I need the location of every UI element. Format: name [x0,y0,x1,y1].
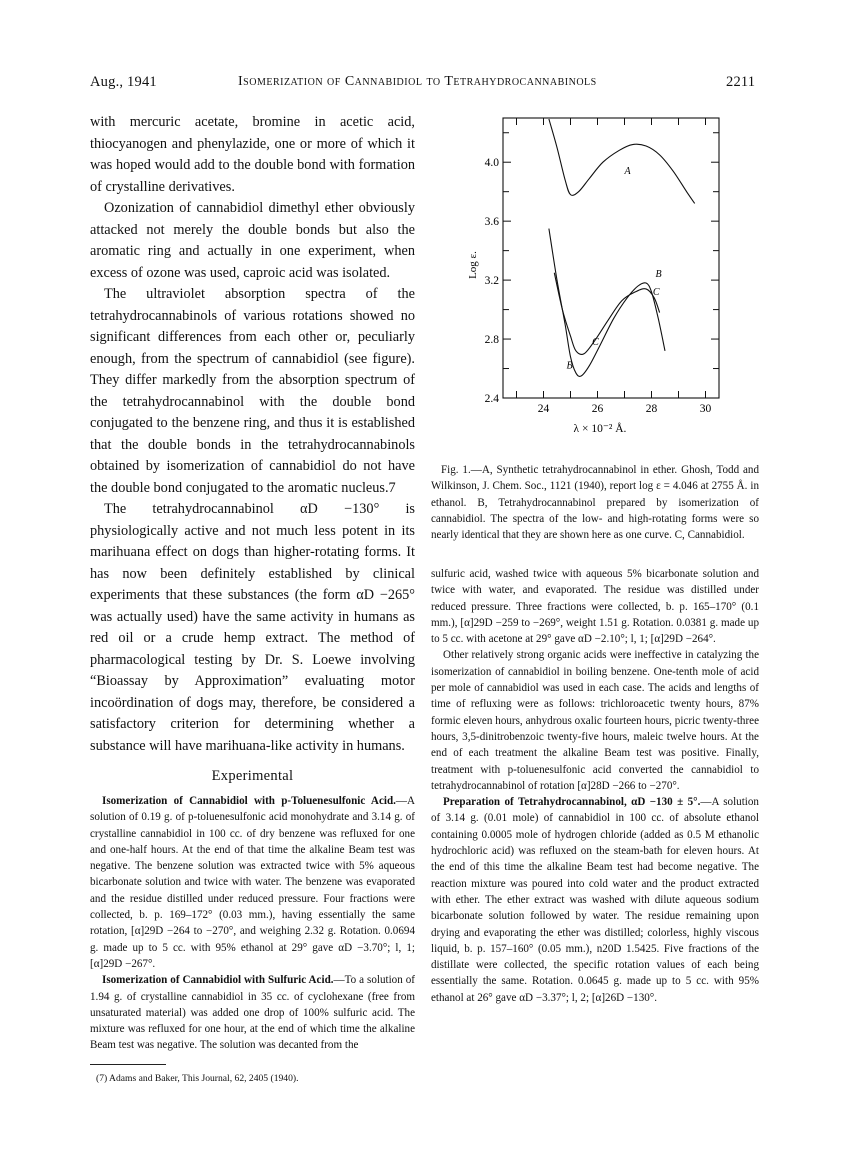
curve-label-c: C [592,336,599,348]
paragraph: Other relatively strong organic acids were ineffective in catalyzing the isomerization of cannabidiol in boiling benzene. One-tenth mole of acid per mole of cannabidiol was used in each case. The acids and lengths of time of refluxing were as follows: trichloroacetic twenty hours, 87% formic eleven hours, anhydrous oxalic fourteen hours, picric twenty-three hours, 3,5-dinitrobenzoic twenty-five hours, maleic twelve hours. At the end of each treatment the alkaline Beam test was positive. Finally, treatment with p-toluenesulfonic acid converted the cannabidiol to tetrahydrocannabinol of rotation [α]28D −266 to −270°. [431,649,759,792]
running-header-date: Aug., 1941 [90,74,157,90]
right-column [431,566,759,1006]
running-header-title: Isomerization of Cannabidiol to Tetrahydrocannabinols [238,74,597,89]
y-axis-label: Log ε. [467,251,479,279]
curve-label-b: B [655,269,662,281]
experiment-text: —A solution of 0.19 g. of p-toluenesulfonic acid monohydrate and 3.14 g. of crystalline cannabidiol in 100 cc. of dry benzene was refluxed for one and one-half hours. At the end of that time the alkaline Beam test was negative. The benzene solution was extracted twice with 5% aqueous bicarbonate solution and twice with water. The benzene was evaporated and the residue distilled under reduced pressure. Four fractions were collected, b. p. 169–172° (0.03 mm.), having essentially the same rotation, [α]29D −264 to −270°, and weighing 2.32 g. Rotation. 0.0694 g. made up to 5 cc. with 95% ethanol at 29° gave αD −3.70°; l, 1; [α]29D −267°. [90,795,415,970]
page-number: 2211 [726,74,756,90]
left-column [90,112,415,1085]
paragraph: Ozonization of cannabidiol dimethyl ether obviously attacked not merely the double bonds but also the aromatic ring and actually in one experiment, when excess of ozone was used, caproic acid was isolated. [90,200,415,281]
y-tick-label: 3.6 [484,216,499,229]
paragraph: The tetrahydrocannabinol αD −130° is physiologically active and not much less potent in its marihuana effect on dogs than higher-rotating forms. It has now been definitely established by clinical experiments that these substances (the form αD −265° was actually used) have the same activity in humans as red oil or a crude hemp extract. The method of pharmacological testing by Dr. S. Loewe involving “Bioassay by Approximation” evaluating motor incoördination of dogs may, therefore, be considered a satisfactory criterion for determining whether a substance will have marihuana-like activity in humans. [90,501,415,754]
curve-label-c: C [652,286,660,298]
curve-a [549,119,695,203]
figure-caption [431,462,759,543]
run-in-heading: Preparation of Tetrahydrocannabinol, αD −130 ± 5°. [443,796,701,809]
experiment-text: —A solution of 3.14 g. (0.01 mole) of cannabidiol in 100 cc. of absolute ethanol containing 0.0005 mole of hydrogen chloride (added as 0.5 M ethanolic hydrochloric acid) was refluxed on the steam-bath for eleven hours. At the end of this time the alkaline Beam test had become negative. The reaction mixture was poured into cold water and the product extracted with ether. The ether extract was washed with dilute aqueous sodium bicarbonate solution followed by water. The residue remaining upon drying and evaporating the ether was distilled; colorless, highly viscous liquid, b. p. 157–160° (0.05 mm.), n20D 1.5425. Five fractions of the distillate were collected, the specific rotation values of each being essentially the same. Rotation. 0.0645 g. made up to 5 cc. with 95% ethanol at 26° gave αD −3.37°; l, 2; [α]26D −130°. [431,796,759,1004]
curve-label-a: A [624,166,631,177]
x-tick-label: 26 [591,403,604,415]
y-tick-label: 4.0 [484,157,499,170]
y-tick-label: 3.2 [484,275,499,288]
caption-text: Fig. 1.—A, Synthetic tetrahydrocannabinol in ether. Ghosh, Todd and Wilkinson, J. Chem. Soc., 1121 (1940), report log ε = 4.046 at 2755 Å. in ethanol. B, Tetrahydrocannabinol prepared by isomerization of cannabidiol. The spectra of the low- and high-rotating forms were so nearly identical that they are shown here as one curve. C, Cannabidiol. [431,464,759,542]
paragraph: The ultraviolet absorption spectra of the tetrahydrocannabinols of various rotations showed no significant differences from each other or, peculiarly enough, from the spectrum of cannabidiol (see figure). They differ markedly from the absorption spectrum of the tetrahydrocannabinol with the double bond conjugated to the benzene ring, and thus it is established that the double bonds in the tetrahydrocannabinols obtained by isomerization of cannabidiol do not have the double bond conjugated to the aromatic nucleus.7 [90,286,415,496]
curve-c [554,273,659,355]
figure-1 [440,100,760,440]
curve-label-b: B [566,360,573,372]
x-tick-label: 28 [645,403,658,415]
x-tick-label: 30 [699,403,712,415]
experiment-text: —To a solution of 1.94 g. of crystalline cannabidiol in 35 cc. of cyclohexane (free from unsaturated material) was added one drop of 100% sulfuric acid. The mixture was refluxed for one hour, at the end of which time the alkaline Beam test was negative. The solution was decanted from the [90,974,415,1052]
x-axis-label: λ × 10⁻² Å. [573,423,627,435]
x-tick-label: 24 [537,403,550,415]
y-tick-label: 2.8 [484,334,499,347]
run-in-heading: Isomerization of Cannabidiol with Sulfuric Acid. [102,974,334,987]
y-tick-label: 2.4 [484,393,499,405]
footnote: (7) Adams and Baker, This Journal, 62, 2405 (1940). [96,1072,299,1084]
curve-b [549,229,665,377]
paragraph: sulfuric acid, washed twice with aqueous 5% bicarbonate solution and twice with water, and evaporated. The residue was distilled under reduced pressure. Three fractions were collected, b. p. 165–170° (0.1 mm.), [α]29D −259 to −269°, weight 1.51 g. Rotation. 0.0381 g. made up to 5 cc. with acetone at 29° gave αD −2.10°; l, 1; [α]29D −264°. [431,568,759,646]
experiment-paragraph [90,793,415,972]
absorption-spectrum-chart [440,100,760,440]
footnote-divider [90,1064,166,1065]
experiment-paragraph [431,794,759,1006]
section-heading-experimental: Experimental [211,768,294,784]
run-in-heading: Isomerization of Cannabidiol with p-Toluenesulfonic Acid. [102,795,396,807]
paragraph: with mercuric acetate, bromine in acetic acid, thiocyanogen and phenylazide, one or more of which it was hoped would add to the double bond with formation of crystalline derivatives. [90,114,415,195]
plot-frame [503,118,719,398]
experiment-paragraph [90,972,415,1053]
